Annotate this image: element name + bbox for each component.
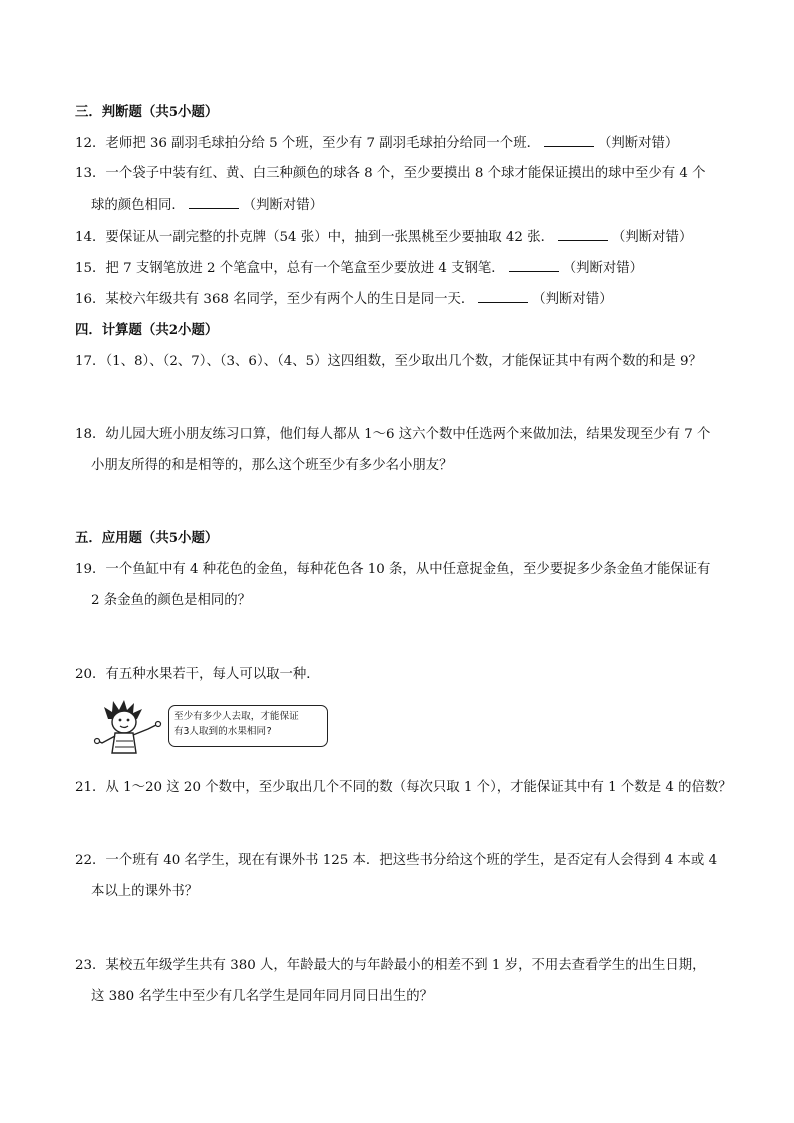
answer-blank-16[interactable]: [478, 289, 528, 303]
answer-blank-15[interactable]: [509, 258, 559, 272]
question-22-line-1: 22．一个班有 40 名学生，现在有课外书 125 本．把这些书分给这个班的学生，是否定有人会得到 4 本或 4: [75, 853, 718, 868]
answer-blank-14[interactable]: [558, 227, 608, 241]
section-heading-judge: 三．判断题（共5小题）: [75, 104, 219, 120]
question-13-text: 球的颜色相同．: [91, 198, 185, 213]
speech-bubble-line-1: 至少有多少人去取，才能保证: [174, 711, 299, 722]
judge-hint-13: （判断对错）: [242, 198, 324, 213]
question-23-line-2: 这 380 名学生中至少有几名学生是同年同月同日出生的？: [91, 989, 434, 1004]
question-13-line-1: 13．一个袋子中装有红、黄、白三种颜色的球各 8 个，至少要摸出 8 个球才能保证摸出的球中至少有 4 个: [75, 166, 706, 181]
judge-hint-14: （判断对错）: [612, 230, 693, 245]
question-22-line-2: 本以上的课外书？: [91, 884, 199, 899]
answer-blank-13[interactable]: [189, 195, 239, 209]
question-17: 17．（1、8）、（2、7）、（3、6）、（4、5）这四组数，至少取出几个数，才能保证其中有两个数的和是 9？: [75, 354, 702, 369]
speech-bubble-text: [174, 709, 326, 739]
question-21: 21．从 1～20 这 20 个数中，至少取出几个不同的数（每次只取 1 个），才能保证其中有 1 个数是 4 的倍数？: [75, 780, 732, 795]
question-18-line-2: 小朋友所得的和是相等的，那么这个班至少有多少名小朋友？: [91, 458, 453, 473]
question-15: [75, 258, 643, 279]
question-19-line-2: 2 条金鱼的颜色是相同的？: [91, 593, 252, 608]
question-12-text: 12．老师把 36 副羽毛球拍分给 5 个班，至少有 7 副羽毛球拍分给同一个班．: [75, 136, 540, 151]
question-20: 20．有五种水果若干，每人可以取一种．: [75, 667, 320, 682]
judge-hint-15: （判断对错）: [562, 261, 644, 276]
question-20-illustration: [90, 697, 330, 757]
question-16-text: 16．某校六年级共有 368 名同学，至少有两个人的生日是同一天．: [75, 292, 475, 307]
question-16: [75, 289, 613, 310]
question-14-text: 14．要保证从一副完整的扑克牌（54 张）中，抽到一张黑桃至少要抽取 42 张．: [75, 230, 554, 245]
question-14: [75, 227, 692, 248]
question-13-line-2: [91, 195, 323, 216]
judge-hint-16: （判断对错）: [532, 292, 613, 307]
question-23-line-1: 23．某校五年级学生共有 380 人，年龄最大的与年龄最小的相差不到 1 岁，不用去查看学生的出生日期，: [75, 958, 706, 973]
section-heading-calc: 四．计算题（共2小题）: [75, 322, 219, 338]
judge-hint-12: （判断对错）: [597, 136, 679, 151]
question-15-text: 15．把 7 支钢笔放进 2 个笔盒中，总有一个笔盒至少要放进 4 支钢笔．: [75, 261, 505, 276]
speech-bubble-line-2: 有3人取到的水果相同?: [174, 726, 272, 737]
boy-illustration-icon: [90, 697, 170, 757]
question-18-line-1: 18．幼儿园大班小朋友练习口算，他们每人都从 1～6 这六个数中任选两个来做加法，结果发现至少有 7 个: [75, 427, 711, 442]
question-12: [75, 133, 678, 154]
answer-blank-12[interactable]: [544, 133, 594, 147]
question-19-line-1: 19．一个鱼缸中有 4 种花色的金鱼，每种花色各 10 条，从中任意捉金鱼，至少要捉多少条金鱼才能保证有: [75, 562, 711, 577]
section-heading-app: 五．应用题（共5小题）: [75, 530, 219, 546]
